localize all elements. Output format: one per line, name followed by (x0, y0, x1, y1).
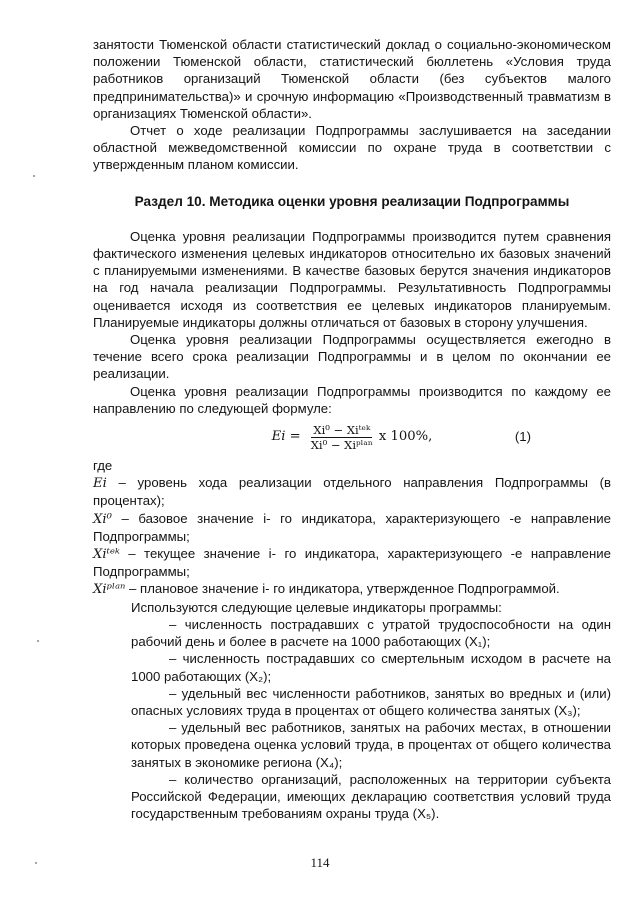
paragraph-report: Отчет о ходе реализации Подпрограммы заслушивается на заседании областной межведомственной комиссии по охране труда в соответствии с утвержденным планом комиссии. (93, 123, 611, 173)
definition-symbol: Ei (93, 476, 107, 492)
indicator-item: – численность пострадавших со смертельным исходом в расчете на 1000 работающих (X₂); (131, 651, 611, 684)
formula-tail: x 100%, (378, 429, 433, 445)
indicator-intro: Используются следующие целевые индикаторы программы: (131, 599, 502, 615)
where-label: где (93, 458, 113, 474)
indicator-item: – количество организаций, расположенных на территории субъекта Российской Федерации, имеющих декларацию соответствия условий труда государственным требованиям охраны труда (X₅). (131, 771, 611, 822)
definition-symbol: Xiᵗᵉᵏ (93, 547, 120, 563)
indicator-item: – численность пострадавших с утратой трудоспособности на один рабочий день и более в расчете на 1000 работающих (X₁); (131, 616, 611, 650)
formula (93, 419, 611, 455)
page-body (93, 36, 611, 822)
definition-text: – уровень хода реализации отдельного направления Подпрограммы (в процентах); (93, 475, 611, 509)
formula-number: (1) (514, 429, 531, 445)
definition-current (93, 545, 611, 580)
definition-symbol: Xi⁰ (93, 511, 112, 527)
definition-base (93, 510, 611, 545)
definition-plan (93, 580, 611, 598)
paragraph-method: Оценка уровня реализации Подпрограммы производится путем сравнения фактического изменения целевых индикаторов относительно их базовых значений с планируемыми изменениями. В качестве базовых берутся значения индикаторов на год начала реализации Подпрограммы. Результативность Подпрограммы оценивается исходя из соответствия ее целевых индикаторов планируемым. Планируемые индикаторы должны отличаться от базовых в сторону улучшения. (93, 228, 611, 330)
definition-symbol: Xiᵖˡᵃⁿ (93, 582, 126, 598)
formula-denominator: Xi⁰ − Xiᵖˡᵃⁿ (310, 437, 373, 452)
scan-speck (37, 640, 39, 642)
paragraph-annual: Оценка уровня реализации Подпрограммы осуществляется ежегодно в течение всего срока реализации Подпрограммы и в целом по окончании ее реализации. (93, 332, 611, 382)
indicator-item: – удельный вес работников, занятых на рабочих местах, в отношении которых проведена оценка условий труда, в процентах от общего количества занятых в экономике региона (X₄); (131, 720, 611, 770)
paragraph-continuation: занятости Тюменской области статистический доклад о социально-экономическом положении Тюменской области, статистический бюллетень «Условия труда работников организаций Тюменской области (без субъектов малого предпринимательства)» и срочную информацию «Производственный травматизм в организациях Тюменской области». (93, 37, 611, 121)
indicator-item: – удельный вес численности работников, занятых во вредных и (или) опасных условиях труда в процентах от общего количества занятых (X₃); (131, 685, 611, 718)
definition-ei (93, 474, 611, 509)
section-heading: Раздел 10. Методика оценки уровня реализации Подпрограммы (134, 193, 570, 209)
definition-text: – текущее значение i- го индикатора, характеризующего -е направление Подпрограммы; (93, 546, 611, 580)
formula-numerator: Xi⁰ − Xiᵗᵉᵏ (313, 422, 371, 437)
scan-speck (35, 862, 37, 864)
definition-text: – базовое значение i- го индикатора, характеризующего -е направление Подпрограммы; (93, 510, 611, 544)
formula-fraction (309, 423, 375, 452)
definition-text: – плановое значение i- го индикатора, утвержденное Подпрограммой. (125, 581, 560, 597)
indicator-list (93, 599, 611, 823)
scan-speck (33, 175, 35, 177)
paragraph-formula-intro: Оценка уровня реализации Подпрограммы производится по каждому ее направлению по следующей формуле: (93, 383, 611, 416)
formula-lhs: Ei = (271, 429, 301, 445)
page-number: 114 (310, 855, 330, 870)
